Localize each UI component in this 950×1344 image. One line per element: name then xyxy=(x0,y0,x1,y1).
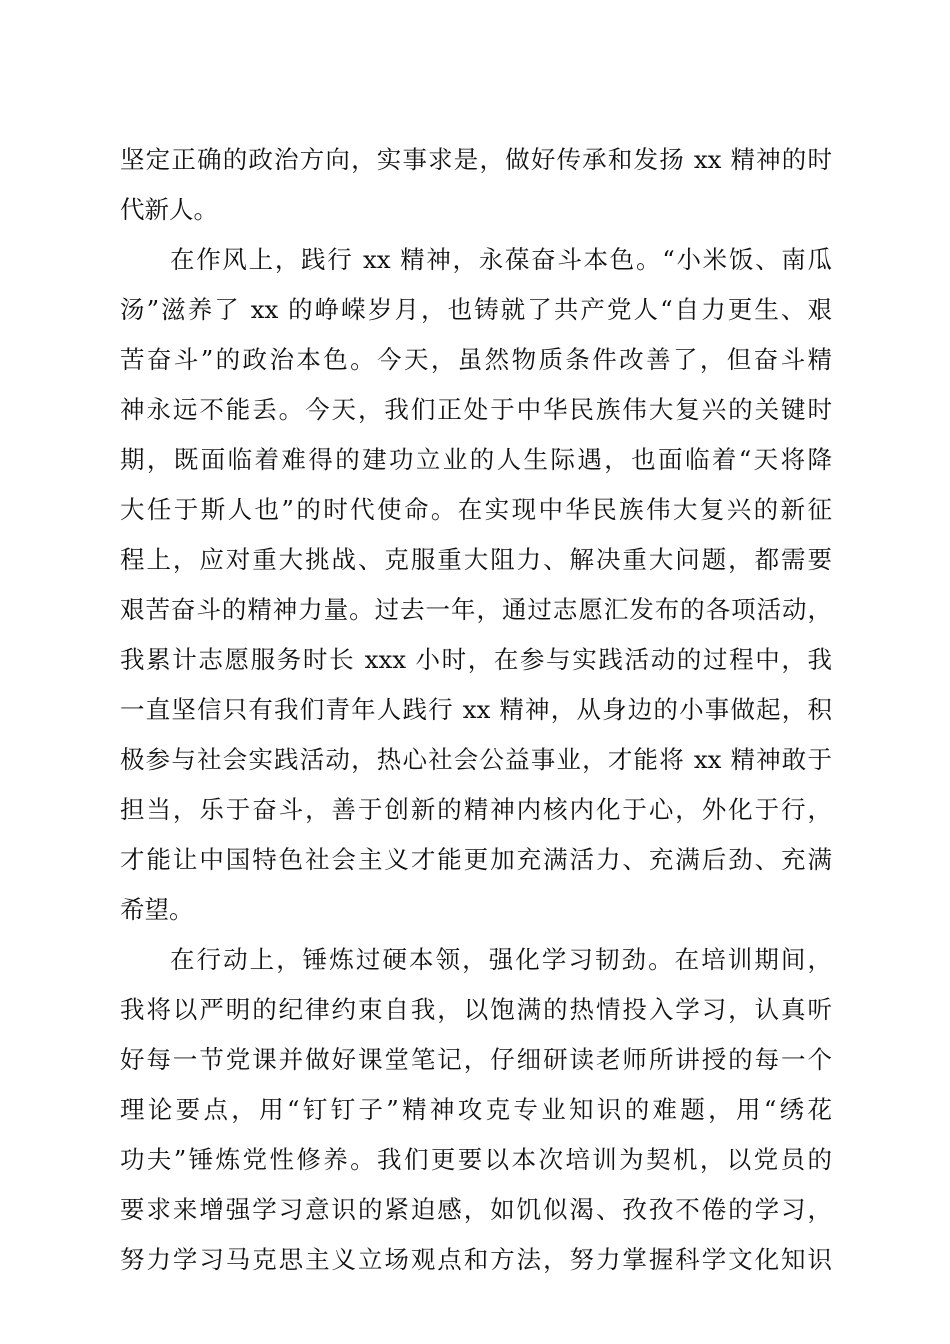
paragraph-2-line-9: 我累计志愿服务时长 xxx 小时，在参与实践活动的过程中，我 xyxy=(120,645,832,674)
paragraph-2-line-6: 大任于斯人也”的时代使命。在实现中华民族伟大复兴的新征 xyxy=(120,495,832,524)
paragraph-2-line-8: 艰苦奋斗的精神力量。过去一年，通过志愿汇发布的各项活动， xyxy=(120,595,832,624)
paragraph-2-line-14: 希望。 xyxy=(120,895,194,924)
paragraph-1-line-1: 坚定正确的政治方向，实事求是，做好传承和发扬 xx 精神的时 xyxy=(120,145,832,174)
paragraph-2-line-4: 神永远不能丢。今天，我们正处于中华民族伟大复兴的关键时 xyxy=(120,395,832,424)
paragraph-2-line-3: 苦奋斗”的政治本色。今天，虽然物质条件改善了，但奋斗精 xyxy=(120,345,832,374)
paragraph-3-line-7: 努力学习马克思主义立场观点和方法，努力掌握科学文化知识 xyxy=(120,1245,832,1274)
paragraph-3-line-6: 要求来增强学习意识的紧迫感，如饥似渴、孜孜不倦的学习， xyxy=(120,1195,832,1224)
paragraph-2-line-1: 在作风上，践行 xx 精神，永葆奋斗本色。“小米饭、南瓜 xyxy=(170,245,832,274)
paragraph-2-line-11: 极参与社会实践活动，热心社会公益事业，才能将 xx 精神敢于 xyxy=(120,745,832,774)
paragraph-3-line-3: 好每一节党课并做好课堂笔记，仔细研读老师所讲授的每一个 xyxy=(120,1045,832,1074)
paragraph-3-line-4: 理论要点，用“钉钉子”精神攻克专业知识的难题，用“绣花 xyxy=(120,1095,832,1124)
paragraph-3-line-2: 我将以严明的纪律约束自我，以饱满的热情投入学习，认真听 xyxy=(120,995,832,1024)
paragraph-3-line-1: 在行动上，锤炼过硬本领，强化学习韧劲。在培训期间， xyxy=(170,945,832,974)
paragraph-3-line-5: 功夫”锤炼党性修养。我们更要以本次培训为契机，以党员的 xyxy=(120,1145,832,1174)
paragraph-2-line-2: 汤”滋养了 xx 的峥嵘岁月，也铸就了共产党人“自力更生、艰 xyxy=(120,295,832,324)
paragraph-1-line-2: 代新人。 xyxy=(120,195,218,224)
paragraph-2-line-5: 期，既面临着难得的建功立业的人生际遇，也面临着“天将降 xyxy=(120,445,832,474)
paragraph-2-line-12: 担当，乐于奋斗，善于创新的精神内核内化于心，外化于行， xyxy=(120,795,832,824)
paragraph-2-line-10: 一直坚信只有我们青年人践行 xx 精神，从身边的小事做起，积 xyxy=(120,695,832,724)
paragraph-2-line-7: 程上，应对重大挑战、克服重大阻力、解决重大问题，都需要 xyxy=(120,545,832,574)
paragraph-2-line-13: 才能让中国特色社会主义才能更加充满活力、充满后劲、充满 xyxy=(120,845,832,874)
